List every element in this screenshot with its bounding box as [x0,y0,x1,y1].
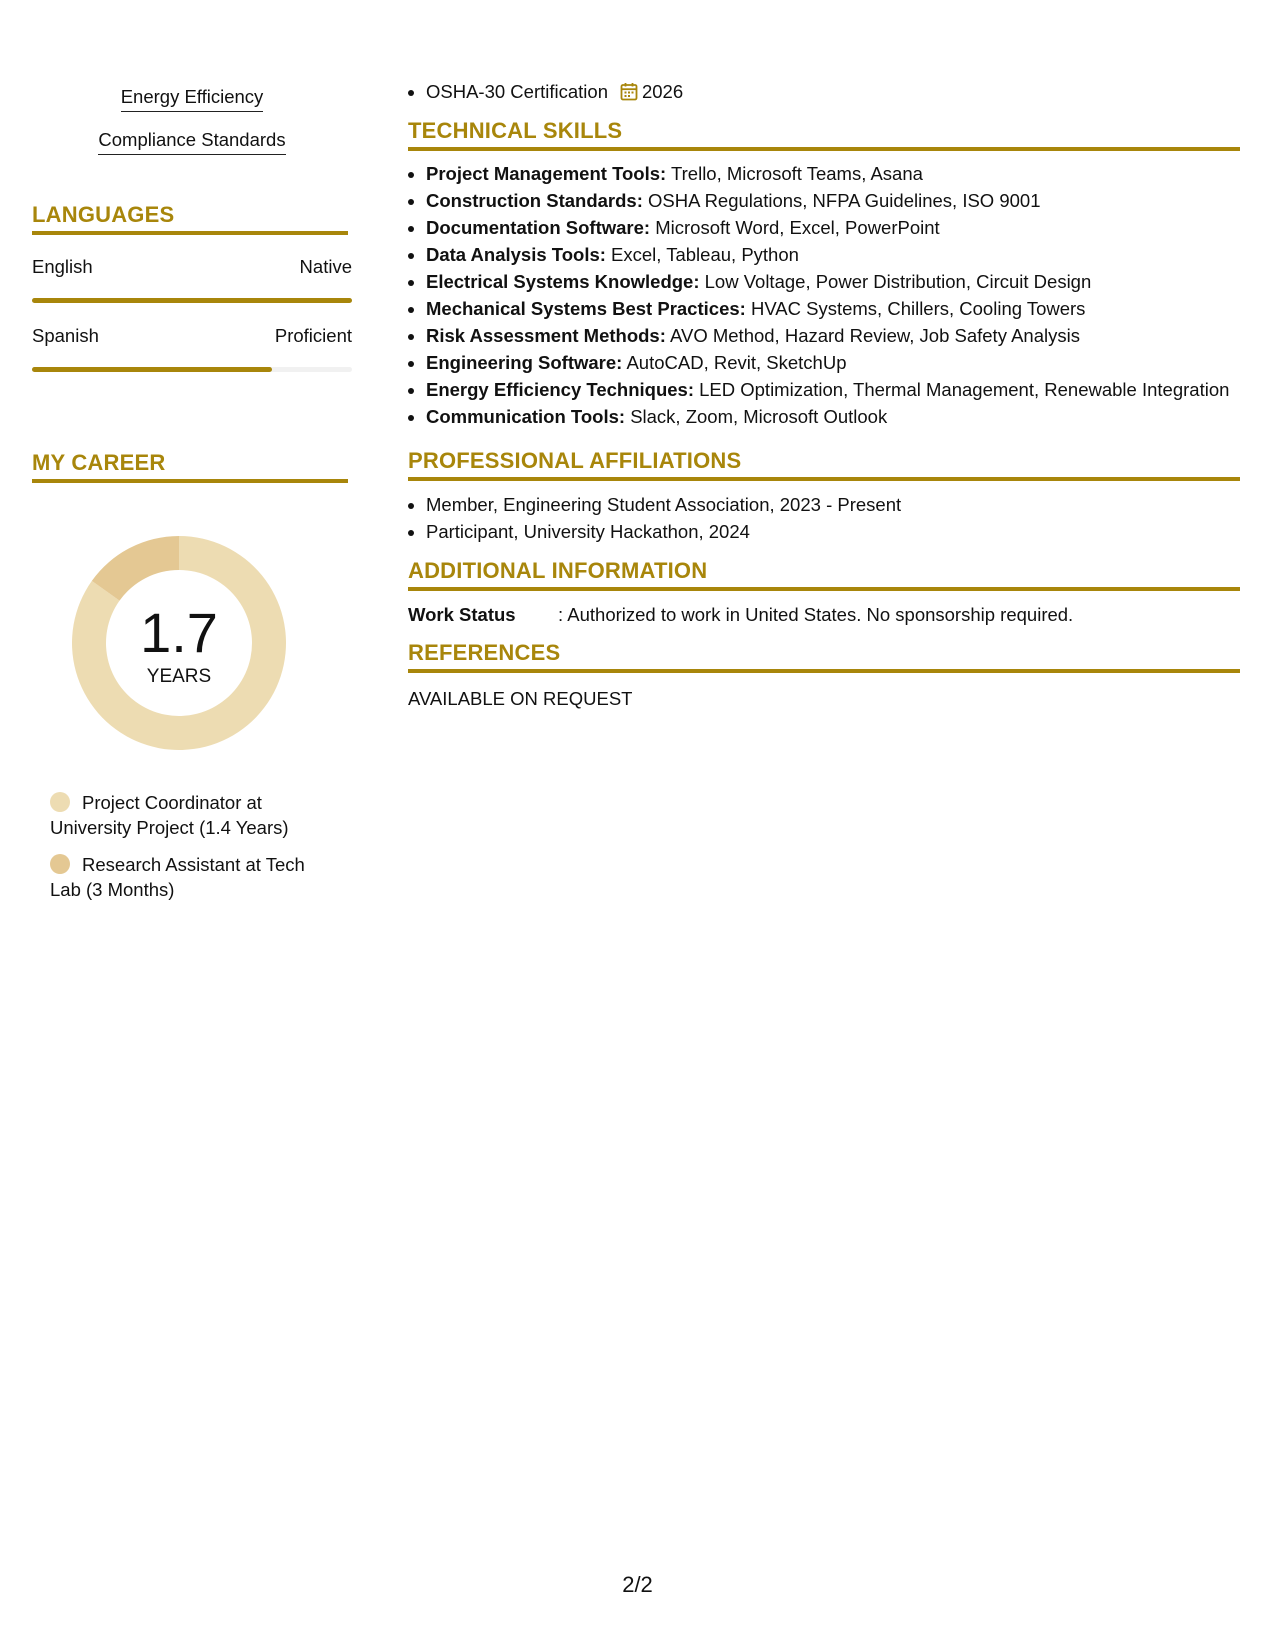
work-status-label: Work Status [408,604,516,625]
language-spanish [32,325,352,347]
technical-skill-item [426,376,1256,403]
career-legend-item: Research Assistant at Tech Lab (3 Months) [50,854,305,900]
language-english [32,256,352,278]
language-bar-fill [32,298,352,303]
certification-year: 2026 [641,81,684,102]
career-total-years: 1.7 [140,601,218,664]
list-item: • Member, Engineering Student Association, 2023 - Present [426,491,1256,518]
technical-skill-label: Risk Assessment Methods: [426,325,666,346]
technical-skill-value: AutoCAD, Revit, SketchUp [626,352,847,373]
skill-tag-energy-efficiency: Energy Efficiency [32,86,352,112]
technical-skill-label: Engineering Software: [426,352,623,373]
references-heading: REFERENCES [408,640,1240,673]
technical-skill-label: Data Analysis Tools: [426,244,606,265]
additional-info-heading: ADDITIONAL INFORMATION [408,558,1240,591]
technical-skill-label: Mechanical Systems Best Practices: [426,298,746,319]
technical-skill-label: Construction Standards: [426,190,643,211]
technical-skill-value: Excel, Tableau, Python [611,244,799,265]
language-bar-fill [32,367,272,372]
technical-skills-heading: TECHNICAL SKILLS [408,118,1240,151]
technical-skill-label: Documentation Software: [426,217,651,238]
language-level: Native [299,256,352,277]
certifications-list [408,78,1246,108]
technical-skill-value: AVO Method, Hazard Review, Job Safety Analysis [670,325,1080,346]
language-level: Proficient [274,325,352,346]
page-number: 2/2 [622,1572,653,1597]
technical-skill-value: Microsoft Word, Excel, PowerPoint [655,217,940,238]
references-text: AVAILABLE ON REQUEST [408,688,633,709]
technical-skill-value: HVAC Systems, Chillers, Cooling Towers [750,298,1086,319]
technical-skill-value: OSHA Regulations, NFPA Guidelines, ISO 9001 [648,190,1041,211]
career-legend-item: Project Coordinator at University Project (1.4 Years) [50,792,289,838]
technical-skill-value: LED Optimization, Thermal Management, Renewable Integration [699,379,1230,400]
technical-skill-value: Low Voltage, Power Distribution, Circuit Design [704,271,1092,292]
technical-skill-item [426,187,1256,214]
work-status-row [408,604,1240,626]
language-name: Spanish [32,325,99,346]
technical-skill-value: Trello, Microsoft Teams, Asana [671,163,923,184]
technical-skill-item [426,349,1256,376]
technical-skill-label: Communication Tools: [426,406,626,427]
technical-skill-item [426,322,1256,349]
technical-skill-item [426,160,1256,187]
skill-tag-compliance-standards: Compliance Standards [32,129,352,155]
work-status-value: : Authorized to work in United States. No sponsorship required. [558,604,1074,625]
technical-skill-item [426,214,1256,241]
career-total-unit: YEARS [146,666,212,687]
technical-skill-item [426,241,1256,268]
technical-skills-list [408,160,1256,430]
legend-dot [50,792,70,812]
career-heading: MY CAREER [32,450,348,483]
affiliations-heading: PROFESSIONAL AFFILIATIONS [408,448,1240,481]
technical-skill-item [426,295,1256,322]
technical-skill-item [426,268,1256,295]
technical-skill-label: Project Management Tools: [426,163,667,184]
career-donut-chart [66,530,292,756]
affiliations-list [408,491,1256,545]
language-bar-spanish [32,367,352,372]
language-name: English [32,256,93,277]
technical-skill-label: Electrical Systems Knowledge: [426,271,700,292]
list-item: • OSHA-30 Certification 2026 [426,78,1246,108]
technical-skill-item [426,403,1256,430]
language-bar-english [32,298,352,303]
calendar-icon [620,81,638,108]
list-item: • Participant, University Hackathon, 2024 [426,518,1256,545]
languages-heading: LANGUAGES [32,202,348,235]
technical-skill-value: Slack, Zoom, Microsoft Outlook [630,406,888,427]
legend-dot [50,854,70,874]
technical-skill-label: Energy Efficiency Techniques: [426,379,694,400]
